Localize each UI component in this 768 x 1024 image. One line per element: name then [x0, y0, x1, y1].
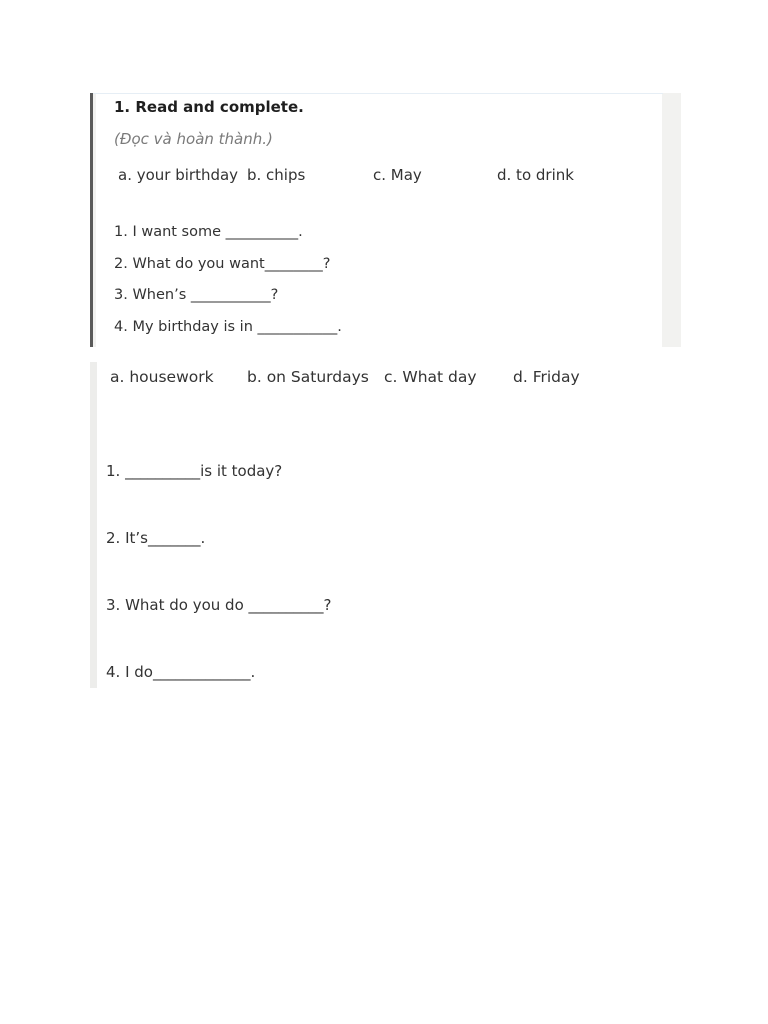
exercise-subtitle: (Đọc và hoàn thành.) — [114, 130, 273, 148]
option-c: c. What day — [384, 368, 477, 386]
option-b: b. chips — [247, 166, 306, 184]
question-3: 3. What do you do __________? — [106, 596, 332, 614]
exercise-title: 1. Read and complete. — [114, 98, 304, 116]
option-c: c. May — [373, 166, 422, 184]
question-2: 2. What do you want________? — [114, 256, 331, 272]
exercise-panel-2-edge — [90, 362, 97, 688]
option-d: d. to drink — [497, 166, 574, 184]
option-d: d. Friday — [513, 368, 580, 386]
question-1: 1. __________is it today? — [106, 462, 283, 480]
option-a: a. your birthday — [118, 166, 239, 184]
option-a: a. housework — [110, 368, 214, 386]
panel-top-border — [93, 93, 663, 94]
question-4: 4. I do_____________. — [106, 663, 256, 681]
question-3: 3. When’s ___________? — [114, 287, 279, 303]
question-4: 4. My birthday is in ___________. — [114, 319, 342, 335]
option-b: b. on Saturdays — [247, 368, 369, 386]
question-1: 1. I want some __________. — [114, 224, 303, 240]
question-2: 2. It’s_______. — [106, 529, 206, 547]
